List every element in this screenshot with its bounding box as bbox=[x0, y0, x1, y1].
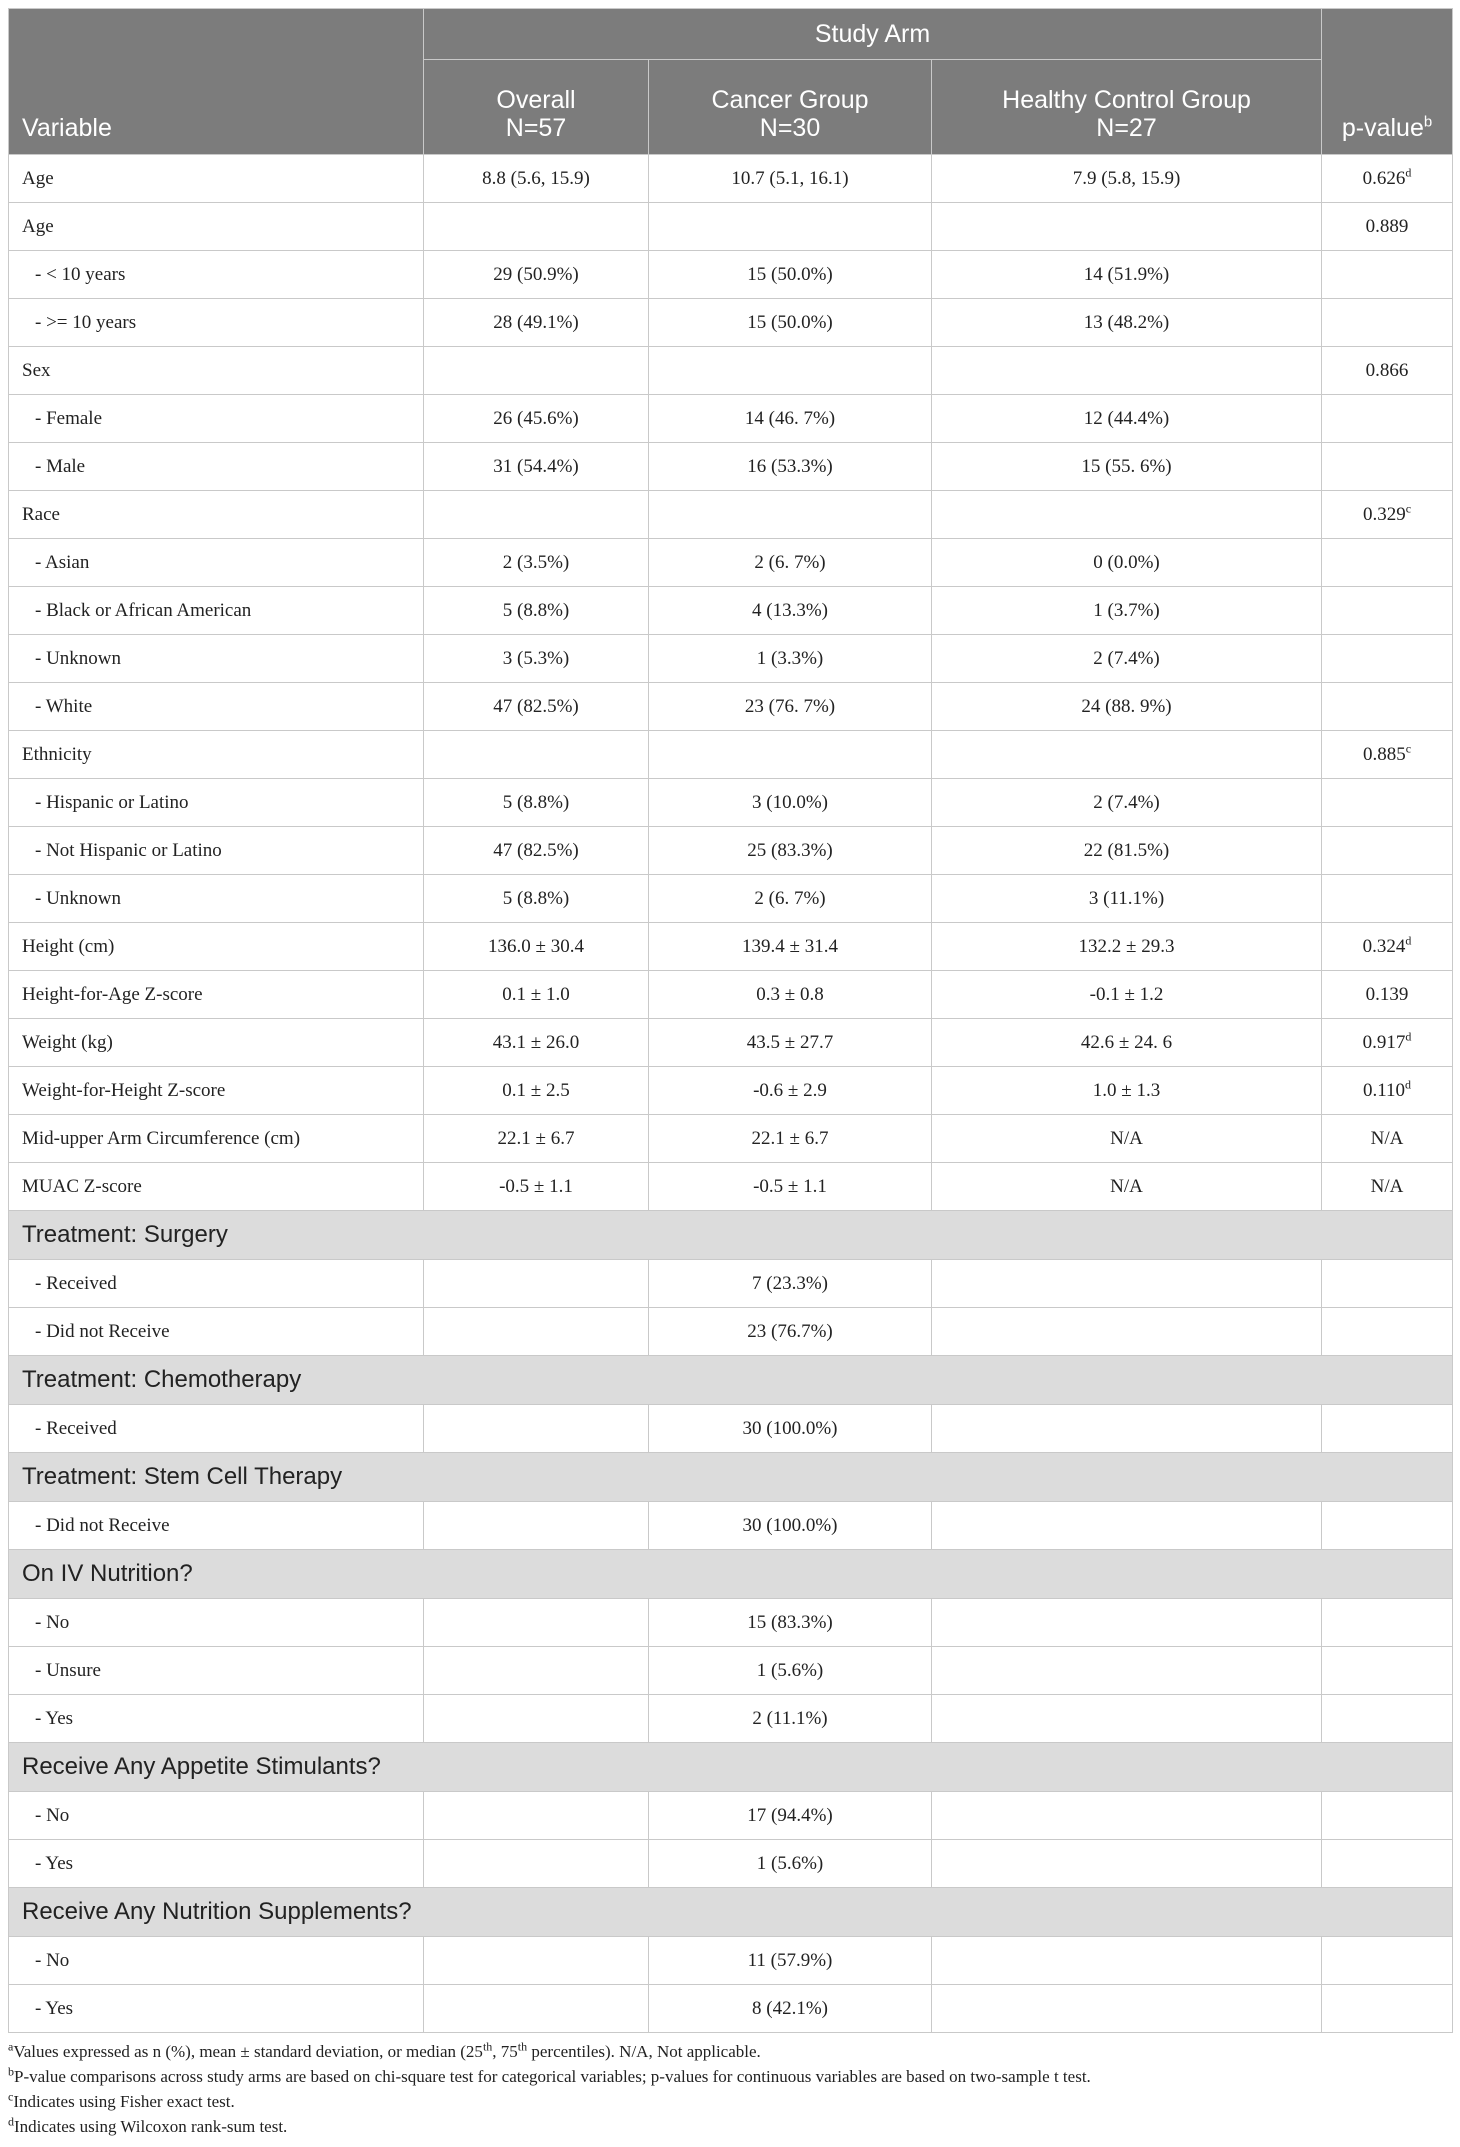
cell-overall: 43.1 ± 26.0 bbox=[424, 1019, 649, 1067]
cell-overall: 136.0 ± 30.4 bbox=[424, 923, 649, 971]
row-label: - No bbox=[9, 1937, 424, 1985]
cell-cancer bbox=[649, 491, 932, 539]
p-value-text: 0.917 bbox=[1362, 1031, 1406, 1053]
cell-cancer bbox=[649, 731, 932, 779]
row-label: - Black or African American bbox=[9, 587, 424, 635]
cell-cancer: 2 (11.1%) bbox=[649, 1695, 932, 1743]
table-row bbox=[9, 539, 1453, 587]
cell-p-value bbox=[1322, 875, 1453, 923]
footnote-b-marker: b bbox=[8, 2064, 14, 2079]
table-row bbox=[9, 875, 1453, 923]
footnotes bbox=[8, 2039, 1452, 2139]
cell-overall: 28 (49.1%) bbox=[424, 299, 649, 347]
cell-healthy bbox=[932, 1792, 1322, 1840]
p-value-text: 0.866 bbox=[1365, 359, 1409, 381]
table-container bbox=[8, 8, 1452, 2139]
footnote-a-th2: th bbox=[517, 2039, 528, 2054]
p-value-footnote-marker: d bbox=[1405, 165, 1412, 180]
table-row bbox=[9, 1985, 1453, 2033]
row-label: Height-for-Age Z-score bbox=[9, 971, 424, 1019]
cell-cancer: 22.1 ± 6.7 bbox=[649, 1115, 932, 1163]
section-header-row bbox=[9, 1743, 1453, 1792]
table-row bbox=[9, 155, 1453, 203]
row-label: - Did not Receive bbox=[9, 1308, 424, 1356]
cell-overall: 0.1 ± 1.0 bbox=[424, 971, 649, 1019]
table-row bbox=[9, 299, 1453, 347]
table-row bbox=[9, 683, 1453, 731]
footnote-b-text: P-value comparisons across study arms are based on chi-square test for categorical variables; p-values for continuous variables are based on two-sample t test. bbox=[14, 2067, 1091, 2086]
footnote-c-text: Indicates using Fisher exact test. bbox=[13, 2092, 235, 2111]
cell-overall bbox=[424, 1792, 649, 1840]
cell-p-value bbox=[1322, 1599, 1453, 1647]
row-label: Mid-upper Arm Circumference (cm) bbox=[9, 1115, 424, 1163]
cell-cancer bbox=[649, 347, 932, 395]
section-header-row bbox=[9, 1356, 1453, 1405]
cell-p-value bbox=[1322, 443, 1453, 491]
cell-cancer bbox=[649, 203, 932, 251]
section-header-row bbox=[9, 1211, 1453, 1260]
cell-healthy bbox=[932, 1937, 1322, 1985]
table-row bbox=[9, 731, 1453, 779]
row-label: Age bbox=[9, 203, 424, 251]
cell-cancer: 1 (5.6%) bbox=[649, 1647, 932, 1695]
cell-overall: 29 (50.9%) bbox=[424, 251, 649, 299]
cell-cancer: 0.3 ± 0.8 bbox=[649, 971, 932, 1019]
row-label: Weight-for-Height Z-score bbox=[9, 1067, 424, 1115]
cell-overall: 8.8 (5.6, 15.9) bbox=[424, 155, 649, 203]
cell-p-value bbox=[1322, 347, 1453, 395]
cell-healthy: 1.0 ± 1.3 bbox=[932, 1067, 1322, 1115]
table-row bbox=[9, 1163, 1453, 1211]
section-header-row bbox=[9, 1453, 1453, 1502]
table-row bbox=[9, 443, 1453, 491]
p-value-footnote-marker: c bbox=[1405, 501, 1412, 516]
section-title: Receive Any Nutrition Supplements? bbox=[9, 1888, 1453, 1937]
cell-cancer: 23 (76.7%) bbox=[649, 1308, 932, 1356]
table-row bbox=[9, 635, 1453, 683]
cell-p-value bbox=[1322, 1019, 1453, 1067]
cell-overall bbox=[424, 1260, 649, 1308]
cell-healthy: 13 (48.2%) bbox=[932, 299, 1322, 347]
footnote-d bbox=[8, 2114, 1452, 2139]
cell-p-value bbox=[1322, 1405, 1453, 1453]
cell-cancer: 1 (5.6%) bbox=[649, 1840, 932, 1888]
cell-p-value bbox=[1322, 683, 1453, 731]
cell-healthy: 1 (3.7%) bbox=[932, 587, 1322, 635]
row-label: - Hispanic or Latino bbox=[9, 779, 424, 827]
table-row bbox=[9, 203, 1453, 251]
cell-cancer: 17 (94.4%) bbox=[649, 1792, 932, 1840]
cell-p-value bbox=[1322, 251, 1453, 299]
cell-cancer: 15 (50.0%) bbox=[649, 299, 932, 347]
table-row bbox=[9, 1792, 1453, 1840]
cell-p-value bbox=[1322, 1502, 1453, 1550]
cell-p-value bbox=[1322, 779, 1453, 827]
cell-healthy bbox=[932, 1308, 1322, 1356]
cell-p-value bbox=[1322, 1985, 1453, 2033]
cell-healthy: 3 (11.1%) bbox=[932, 875, 1322, 923]
cell-cancer: 1 (3.3%) bbox=[649, 635, 932, 683]
section-header-row bbox=[9, 1550, 1453, 1599]
cell-p-value bbox=[1322, 1937, 1453, 1985]
table-row bbox=[9, 971, 1453, 1019]
cell-p-value bbox=[1322, 731, 1453, 779]
demographics-table bbox=[8, 8, 1453, 2033]
cell-cancer: 25 (83.3%) bbox=[649, 827, 932, 875]
cell-cancer: 30 (100.0%) bbox=[649, 1502, 932, 1550]
cell-overall: -0.5 ± 1.1 bbox=[424, 1163, 649, 1211]
row-label: - Unknown bbox=[9, 635, 424, 683]
cell-healthy: 7.9 (5.8, 15.9) bbox=[932, 155, 1322, 203]
cell-healthy bbox=[932, 731, 1322, 779]
cell-p-value bbox=[1322, 1308, 1453, 1356]
row-label: Age bbox=[9, 155, 424, 203]
footnote-c bbox=[8, 2089, 1452, 2114]
header-cancer-label: Cancer Group bbox=[711, 86, 869, 114]
cell-p-value bbox=[1322, 155, 1453, 203]
cell-overall bbox=[424, 203, 649, 251]
table-row bbox=[9, 1840, 1453, 1888]
cell-cancer: -0.6 ± 2.9 bbox=[649, 1067, 932, 1115]
header-overall-label: Overall bbox=[496, 86, 576, 114]
row-label: - >= 10 years bbox=[9, 299, 424, 347]
section-title: Treatment: Surgery bbox=[9, 1211, 1453, 1260]
row-label: - Received bbox=[9, 1260, 424, 1308]
cell-overall: 0.1 ± 2.5 bbox=[424, 1067, 649, 1115]
cell-overall: 2 (3.5%) bbox=[424, 539, 649, 587]
footnote-a-text: Values expressed as n (%), mean ± standard deviation, or median (25 bbox=[13, 2042, 483, 2061]
footnote-b bbox=[8, 2064, 1452, 2089]
cell-healthy: 2 (7.4%) bbox=[932, 635, 1322, 683]
cell-p-value bbox=[1322, 971, 1453, 1019]
cell-cancer: 14 (46. 7%) bbox=[649, 395, 932, 443]
cell-p-value bbox=[1322, 1163, 1453, 1211]
cell-healthy bbox=[932, 1985, 1322, 2033]
table-body bbox=[9, 155, 1453, 2033]
cell-p-value bbox=[1322, 539, 1453, 587]
section-title: Treatment: Stem Cell Therapy bbox=[9, 1453, 1453, 1502]
cell-cancer: 43.5 ± 27.7 bbox=[649, 1019, 932, 1067]
header-overall-n: N=57 bbox=[505, 114, 567, 142]
cell-overall bbox=[424, 1599, 649, 1647]
cell-overall bbox=[424, 1502, 649, 1550]
cell-healthy: 14 (51.9%) bbox=[932, 251, 1322, 299]
row-label: - Unknown bbox=[9, 875, 424, 923]
cell-healthy bbox=[932, 203, 1322, 251]
row-label: - Yes bbox=[9, 1695, 424, 1743]
cell-overall: 5 (8.8%) bbox=[424, 875, 649, 923]
p-value-footnote-marker: d bbox=[1405, 1077, 1412, 1092]
cell-healthy bbox=[932, 1502, 1322, 1550]
table-row bbox=[9, 923, 1453, 971]
table-row bbox=[9, 1647, 1453, 1695]
cell-cancer: 2 (6. 7%) bbox=[649, 539, 932, 587]
cell-cancer: 30 (100.0%) bbox=[649, 1405, 932, 1453]
table-row bbox=[9, 1405, 1453, 1453]
cell-p-value bbox=[1322, 1067, 1453, 1115]
table-row bbox=[9, 347, 1453, 395]
cell-healthy: 2 (7.4%) bbox=[932, 779, 1322, 827]
cell-p-value bbox=[1322, 299, 1453, 347]
footnote-d-marker: d bbox=[8, 2114, 14, 2129]
table-row bbox=[9, 1019, 1453, 1067]
cell-healthy bbox=[932, 1647, 1322, 1695]
cell-overall bbox=[424, 1695, 649, 1743]
p-value-text: 0.324 bbox=[1362, 935, 1406, 957]
cell-healthy: 15 (55. 6%) bbox=[932, 443, 1322, 491]
header-p-value-label: p-value bbox=[1341, 114, 1424, 142]
p-value-text: 0.139 bbox=[1365, 983, 1409, 1005]
cell-cancer: 4 (13.3%) bbox=[649, 587, 932, 635]
cell-cancer: 23 (76. 7%) bbox=[649, 683, 932, 731]
row-label: Weight (kg) bbox=[9, 1019, 424, 1067]
cell-healthy: N/A bbox=[932, 1115, 1322, 1163]
cell-p-value bbox=[1322, 827, 1453, 875]
p-value-footnote-marker: c bbox=[1405, 741, 1412, 756]
footnote-a-text3: percentiles). N/A, Not applicable. bbox=[527, 2042, 761, 2061]
cell-p-value bbox=[1322, 1792, 1453, 1840]
header-cancer-n: N=30 bbox=[759, 114, 821, 142]
footnote-a-th1: th bbox=[482, 2039, 493, 2054]
section-title: On IV Nutrition? bbox=[9, 1550, 1453, 1599]
cell-p-value bbox=[1322, 1260, 1453, 1308]
cell-healthy: 132.2 ± 29.3 bbox=[932, 923, 1322, 971]
row-label: - Yes bbox=[9, 1985, 424, 2033]
cell-p-value bbox=[1322, 1115, 1453, 1163]
cell-overall bbox=[424, 347, 649, 395]
row-label: Race bbox=[9, 491, 424, 539]
footnote-a-marker: a bbox=[8, 2039, 14, 2054]
row-label: MUAC Z-score bbox=[9, 1163, 424, 1211]
cell-p-value bbox=[1322, 1695, 1453, 1743]
table-row bbox=[9, 1067, 1453, 1115]
footnote-a-text2: , 75 bbox=[492, 2042, 518, 2061]
cell-cancer: 11 (57.9%) bbox=[649, 1937, 932, 1985]
section-title: Treatment: Chemotherapy bbox=[9, 1356, 1453, 1405]
cell-p-value bbox=[1322, 491, 1453, 539]
cell-cancer: 7 (23.3%) bbox=[649, 1260, 932, 1308]
p-value-text: 0.110 bbox=[1363, 1079, 1406, 1101]
row-label: Ethnicity bbox=[9, 731, 424, 779]
cell-cancer: 8 (42.1%) bbox=[649, 1985, 932, 2033]
row-label: - Asian bbox=[9, 539, 424, 587]
table-row bbox=[9, 779, 1453, 827]
p-value-text: 0.889 bbox=[1365, 215, 1409, 237]
cell-overall: 5 (8.8%) bbox=[424, 587, 649, 635]
cell-p-value bbox=[1322, 203, 1453, 251]
cell-cancer: 16 (53.3%) bbox=[649, 443, 932, 491]
cell-overall bbox=[424, 1840, 649, 1888]
p-value-text: 0.885 bbox=[1362, 743, 1406, 765]
p-value-text: 0.626 bbox=[1362, 167, 1406, 189]
header-cancer-group bbox=[649, 60, 932, 155]
cell-overall: 47 (82.5%) bbox=[424, 683, 649, 731]
cell-cancer: 3 (10.0%) bbox=[649, 779, 932, 827]
cell-overall: 26 (45.6%) bbox=[424, 395, 649, 443]
header-healthy-n: N=27 bbox=[1096, 114, 1157, 142]
cell-overall bbox=[424, 491, 649, 539]
cell-overall bbox=[424, 1308, 649, 1356]
cell-overall bbox=[424, 1405, 649, 1453]
header-healthy-label: Healthy Control Group bbox=[1002, 86, 1251, 114]
header-p-value-sup: b bbox=[1423, 113, 1433, 131]
row-label: - Yes bbox=[9, 1840, 424, 1888]
table-row bbox=[9, 491, 1453, 539]
cell-cancer: 139.4 ± 31.4 bbox=[649, 923, 932, 971]
row-label: - Male bbox=[9, 443, 424, 491]
row-label: Height (cm) bbox=[9, 923, 424, 971]
table-row bbox=[9, 1308, 1453, 1356]
p-value-footnote-marker: d bbox=[1405, 933, 1412, 948]
table-row bbox=[9, 827, 1453, 875]
table-row bbox=[9, 395, 1453, 443]
cell-healthy bbox=[932, 1405, 1322, 1453]
cell-cancer: -0.5 ± 1.1 bbox=[649, 1163, 932, 1211]
row-label: - Female bbox=[9, 395, 424, 443]
cell-healthy: 22 (81.5%) bbox=[932, 827, 1322, 875]
header-study-arm: Study Arm bbox=[424, 9, 1322, 60]
p-value-footnote-marker: d bbox=[1405, 1029, 1412, 1044]
table-row bbox=[9, 1502, 1453, 1550]
footnote-d-text: Indicates using Wilcoxon rank-sum test. bbox=[14, 2117, 288, 2136]
cell-overall: 3 (5.3%) bbox=[424, 635, 649, 683]
table-row bbox=[9, 1599, 1453, 1647]
footnote-a bbox=[8, 2039, 1452, 2064]
table-row bbox=[9, 1115, 1453, 1163]
header-p-value bbox=[1322, 9, 1453, 155]
row-label: - Did not Receive bbox=[9, 1502, 424, 1550]
row-label: - Not Hispanic or Latino bbox=[9, 827, 424, 875]
header-healthy-control-group bbox=[932, 60, 1322, 155]
table-header bbox=[9, 9, 1453, 155]
cell-healthy: -0.1 ± 1.2 bbox=[932, 971, 1322, 1019]
row-label: - Unsure bbox=[9, 1647, 424, 1695]
cell-p-value bbox=[1322, 587, 1453, 635]
cell-cancer: 2 (6. 7%) bbox=[649, 875, 932, 923]
cell-p-value bbox=[1322, 923, 1453, 971]
table-row bbox=[9, 1695, 1453, 1743]
cell-cancer: 15 (83.3%) bbox=[649, 1599, 932, 1647]
cell-healthy: 0 (0.0%) bbox=[932, 539, 1322, 587]
p-value-text: N/A bbox=[1370, 1127, 1404, 1149]
p-value-text: 0.329 bbox=[1362, 503, 1406, 525]
row-label: - White bbox=[9, 683, 424, 731]
cell-p-value bbox=[1322, 1840, 1453, 1888]
cell-healthy bbox=[932, 491, 1322, 539]
p-value-text: N/A bbox=[1370, 1175, 1404, 1197]
row-label: - No bbox=[9, 1599, 424, 1647]
cell-p-value bbox=[1322, 635, 1453, 683]
cell-overall bbox=[424, 1937, 649, 1985]
row-label: Sex bbox=[9, 347, 424, 395]
cell-p-value bbox=[1322, 395, 1453, 443]
cell-overall bbox=[424, 731, 649, 779]
cell-healthy: 24 (88. 9%) bbox=[932, 683, 1322, 731]
section-header-row bbox=[9, 1888, 1453, 1937]
cell-healthy bbox=[932, 347, 1322, 395]
cell-healthy: 42.6 ± 24. 6 bbox=[932, 1019, 1322, 1067]
cell-overall bbox=[424, 1647, 649, 1695]
row-label: - No bbox=[9, 1792, 424, 1840]
cell-overall: 5 (8.8%) bbox=[424, 779, 649, 827]
cell-healthy: N/A bbox=[932, 1163, 1322, 1211]
cell-healthy bbox=[932, 1260, 1322, 1308]
cell-healthy bbox=[932, 1695, 1322, 1743]
row-label: - < 10 years bbox=[9, 251, 424, 299]
cell-cancer: 10.7 (5.1, 16.1) bbox=[649, 155, 932, 203]
row-label: - Received bbox=[9, 1405, 424, 1453]
table-row bbox=[9, 251, 1453, 299]
cell-healthy bbox=[932, 1599, 1322, 1647]
header-variable: Variable bbox=[9, 9, 424, 155]
cell-cancer: 15 (50.0%) bbox=[649, 251, 932, 299]
table-row bbox=[9, 1937, 1453, 1985]
cell-healthy bbox=[932, 1840, 1322, 1888]
cell-p-value bbox=[1322, 1647, 1453, 1695]
table-row bbox=[9, 587, 1453, 635]
footnote-c-marker: c bbox=[8, 2089, 14, 2104]
cell-overall: 47 (82.5%) bbox=[424, 827, 649, 875]
cell-healthy: 12 (44.4%) bbox=[932, 395, 1322, 443]
cell-overall: 31 (54.4%) bbox=[424, 443, 649, 491]
section-title: Receive Any Appetite Stimulants? bbox=[9, 1743, 1453, 1792]
header-overall bbox=[424, 60, 649, 155]
cell-overall bbox=[424, 1985, 649, 2033]
cell-overall: 22.1 ± 6.7 bbox=[424, 1115, 649, 1163]
table-row bbox=[9, 1260, 1453, 1308]
